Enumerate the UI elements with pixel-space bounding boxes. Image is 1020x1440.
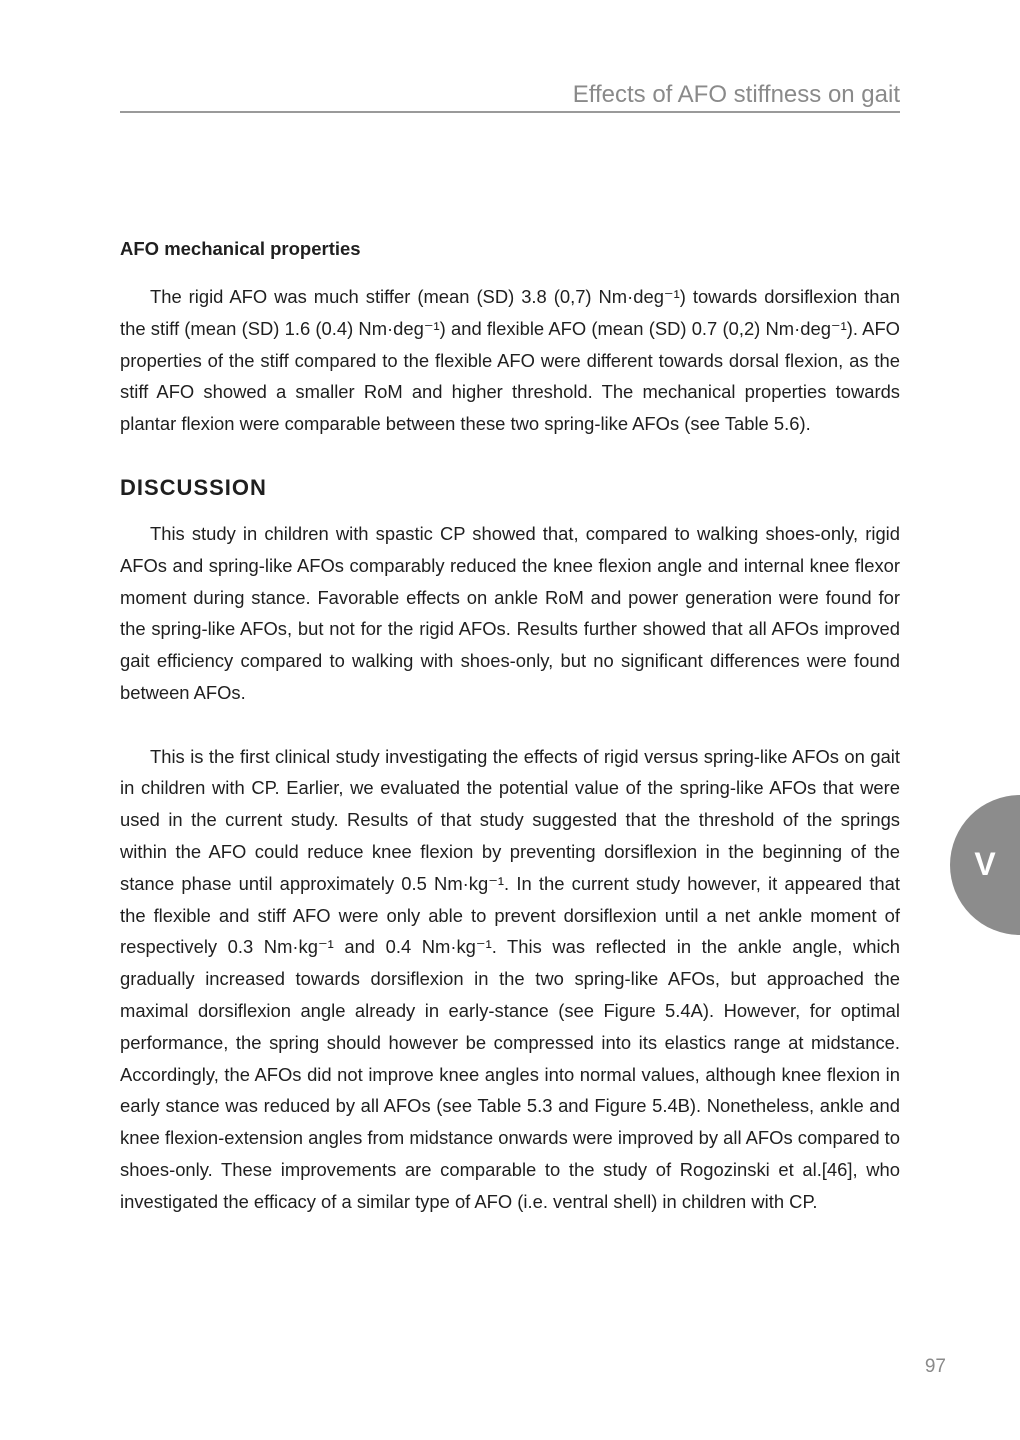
discussion-paragraph-1: This study in children with spastic CP showed that, compared to walking shoes-only, rigid AFOs and spring-like AFOs comparably reduced the knee flexion angle and internal knee flexor moment during stance. Favorable effects on ankle RoM and power generation were found for the spring-like AFOs, but not for the rigid AFOs. Results further showed that all AFOs improved gait efficiency compared to walking with shoes-only, but no significant differences were found between AFOs. bbox=[120, 522, 900, 703]
chapter-tab bbox=[950, 795, 1020, 935]
page-body bbox=[120, 236, 900, 1218]
page-number: 97 bbox=[924, 1356, 946, 1377]
discussion-paragraph-2: This is the first clinical study investigating the effects of rigid versus spring-like AFOs on gait in children with CP. Earlier, we evaluated the potential value of the spring-like AFOs that were used in the current study. Results of that study suggested that the threshold of the springs within the AFO could reduce knee flexion by preventing dorsiflexion in the beginning of the stance phase until approximately 0.5 Nm·kg⁻¹. In the current study however, it appeared that the flexible and stiff AFO were only able to prevent dorsiflexion until a net ankle moment of respectively 0.3 Nm·kg⁻¹ and 0.4 Nm·kg⁻¹. This was reflected in the ankle angle, which gradually increased towards dorsiflexion in the two spring-like AFOs, but approached the maximal dorsiflexion angle already in early-stance (see Figure 5.4A). However, for optimal performance, the spring should however be compressed into its elastics range at midstance. Accordingly, the AFOs did not improve knee angles into normal values, although knee flexion in early stance was reduced by all AFOs (see Table 5.3 and Figure 5.4B). Nonetheless, ankle and knee flexion-extension angles from midstance onwards were improved by all AFOs compared to shoes-only. These improvements are comparable to the study of Rogozinski et al.[46], who investigated the efficacy of a similar type of AFO (i.e. ventral shell) in children with CP. bbox=[120, 745, 900, 1212]
header-divider bbox=[120, 111, 900, 113]
section-heading-discussion: DISCUSSION bbox=[120, 474, 267, 500]
afo-properties-paragraph: The rigid AFO was much stiffer (mean (SD) 3.8 (0,7) Nm·deg⁻¹) towards dorsiflexion than the stiff (mean (SD) 1.6 (0.4) Nm·deg⁻¹) and flexible AFO (mean (SD) 0.7 (0,2) Nm·deg⁻¹). AFO properties of the stiff compared to the flexible AFO were different towards dorsal flexion, as the stiff AFO showed a smaller RoM and higher threshold. The mechanical properties towards plantar flexion were comparable between these two spring-like AFOs (see Table 5.6). bbox=[120, 286, 900, 435]
chapter-tab-label: V bbox=[974, 846, 996, 882]
running-header: Effects of AFO stiffness on gait bbox=[572, 81, 900, 108]
subsection-heading: AFO mechanical properties bbox=[120, 238, 361, 259]
